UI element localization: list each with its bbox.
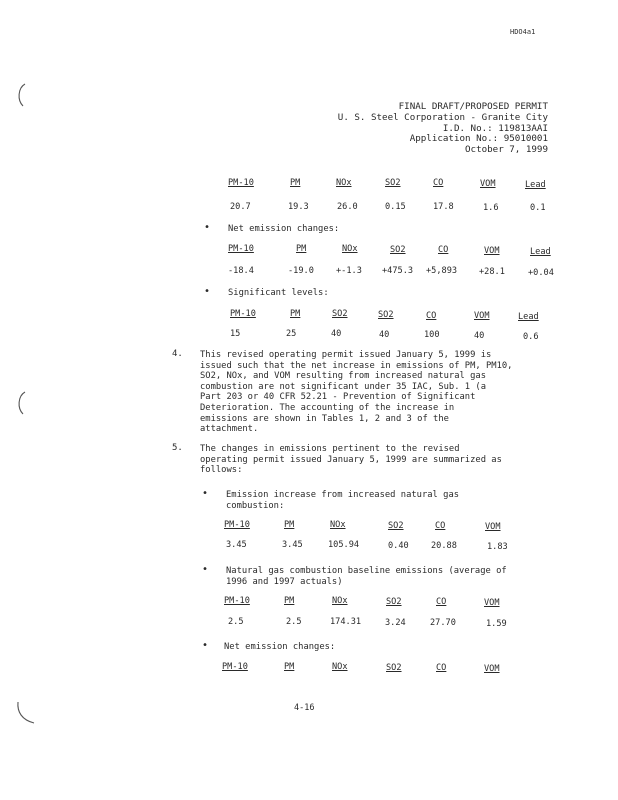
table-cell: 2.5: [228, 617, 244, 627]
table-cell: 0.40: [388, 541, 409, 551]
table-header: PM: [284, 662, 295, 672]
paragraph-line: Deterioration. The accounting of the increase in: [200, 402, 455, 413]
table-header: VOM: [484, 664, 500, 674]
bullet-label: Significant levels:: [228, 288, 329, 298]
paragraph-line: Part 203 or 40 CFR 52.21 - Prevention of Significant: [200, 392, 476, 403]
table-cell: +0.04: [528, 268, 554, 278]
punch-mark-middle: [14, 390, 28, 416]
table-header: CO: [436, 597, 447, 607]
table-cell: -18.4: [228, 266, 254, 276]
table-cell: 1.6: [483, 203, 499, 213]
bullet-label: Net emission changes:: [228, 224, 340, 234]
table-cell: +5,893: [426, 266, 458, 276]
table-header: SO2: [386, 663, 402, 673]
table-header: SO2: [386, 597, 402, 607]
paragraph-line: issued such that the net increase in emissions of PM, PM10,: [200, 360, 513, 371]
table-cell: -19.0: [288, 266, 314, 276]
table-cell: 25: [286, 329, 297, 339]
bullet-line: Emission increase from increased natural gas: [226, 490, 460, 500]
table-header: CO: [433, 178, 444, 188]
table-header: VOM: [480, 179, 496, 189]
table-header: PM-10: [222, 662, 248, 672]
table-cell: 15: [230, 329, 241, 339]
bullet-icon: •: [204, 286, 211, 297]
bullet-icon: •: [204, 222, 211, 233]
table-header: VOM: [474, 311, 490, 321]
bullet-icon: •: [202, 640, 209, 651]
table-header: CO: [426, 311, 437, 321]
table-cell: 27.70: [430, 618, 456, 628]
table-header: NOx: [336, 178, 352, 188]
table-header: SO2: [388, 521, 404, 531]
table-header: SO2: [378, 310, 394, 320]
punch-mark-bottom: [14, 700, 38, 726]
page-code: HDO4a1: [510, 28, 536, 36]
table-cell: +-1.3: [336, 266, 362, 276]
bullet-icon: •: [202, 488, 209, 499]
table-header: PM: [290, 178, 301, 188]
table-header: PM: [296, 244, 307, 254]
paragraph-line: attachment.: [200, 424, 259, 435]
table-cell: 19.3: [288, 202, 309, 212]
header-application: Application No.: 95010001: [409, 133, 548, 145]
table-cell: 3.45: [282, 540, 303, 550]
table-header: CO: [438, 245, 449, 255]
paragraph-line: follows:: [200, 465, 243, 476]
table-header: VOM: [485, 522, 501, 532]
table-cell: 0.6: [523, 332, 539, 342]
header-id: I.D. No.: 119813AAI: [442, 122, 548, 134]
punch-mark-top: [14, 82, 28, 108]
table-cell: 3.24: [385, 618, 406, 628]
paragraph-number: 5.: [172, 443, 183, 453]
table-cell: 26.0: [337, 202, 358, 212]
table-header: PM-10: [224, 520, 250, 530]
table-header: SO2: [390, 245, 406, 255]
table-cell: 17.8: [433, 202, 454, 212]
paragraph-line: operating permit issued January 5, 1999 are summarized as: [200, 454, 502, 465]
table-cell: 0.15: [385, 202, 406, 212]
header-title: FINAL DRAFT/PROPOSED PERMIT: [398, 101, 548, 112]
table-header: CO: [436, 663, 447, 673]
table-header: PM: [290, 309, 301, 319]
paragraph-5: [200, 444, 502, 476]
bullet-label: Net emission changes:: [224, 642, 336, 652]
table-cell: 40: [331, 329, 342, 339]
table-cell: +475.3: [382, 266, 414, 276]
table-header: PM-10: [228, 244, 254, 254]
table-cell: 40: [379, 330, 390, 340]
paragraph-line: The changes in emissions pertinent to the revised: [200, 444, 460, 454]
bullet-text: [226, 490, 459, 511]
table-cell: 3.45: [226, 540, 247, 550]
table-header: SO2: [332, 309, 348, 319]
header-date: October 7, 1999: [465, 144, 548, 156]
table-cell: 100: [424, 330, 440, 340]
table-cell: +28.1: [479, 267, 505, 277]
table-header: Lead: [518, 312, 539, 322]
paragraph-line: combustion are not significant under 35 IAC, Sub. 1 (a: [200, 381, 486, 392]
table-cell: 20.88: [431, 541, 457, 551]
table-header: NOx: [342, 244, 358, 254]
paragraph-line: emissions are shown in Tables 1, 2 and 3 of the: [200, 413, 449, 424]
header-company: U. S. Steel Corporation - Granite City: [337, 111, 548, 123]
table-header: CO: [435, 521, 446, 531]
table-header: SO2: [385, 178, 401, 188]
table-header: VOM: [484, 598, 500, 608]
table-header: Lead: [530, 247, 551, 257]
bullet-line: combustion:: [226, 500, 285, 511]
table-header: PM-10: [228, 178, 254, 188]
bullet-line: Natural gas combustion baseline emissions (average of: [226, 566, 507, 576]
table-cell: 0.1: [530, 203, 546, 213]
table-header: PM-10: [230, 309, 256, 319]
bullet-line: 1996 and 1997 actuals): [226, 576, 343, 587]
table-header: NOx: [332, 662, 348, 672]
bullet-text: [226, 566, 507, 587]
table-cell: 1.83: [487, 542, 508, 552]
table-cell: 2.5: [286, 617, 302, 627]
table-header: NOx: [330, 520, 346, 530]
table-cell: 20.7: [230, 202, 251, 212]
table-header: NOx: [332, 596, 348, 606]
bullet-icon: •: [202, 564, 209, 575]
table-cell: 1.59: [486, 619, 507, 629]
paragraph-number: 4.: [172, 349, 183, 359]
page-number: 4-16: [294, 703, 315, 713]
table-cell: 105.94: [328, 540, 360, 550]
table-cell: 174.31: [330, 617, 362, 627]
paragraph-line: SO2, NOx, and VOM resulting from increased natural gas: [200, 371, 486, 382]
permit-header: [300, 102, 548, 156]
table-header: Lead: [525, 180, 546, 190]
table-header: PM-10: [224, 596, 250, 606]
table-header: PM: [284, 596, 295, 606]
paragraph-line: This revised operating permit issued January 5, 1999 is: [200, 350, 492, 360]
paragraph-4: [200, 350, 512, 435]
table-header: PM: [284, 520, 295, 530]
table-header: VOM: [484, 246, 500, 256]
table-cell: 40: [474, 331, 485, 341]
